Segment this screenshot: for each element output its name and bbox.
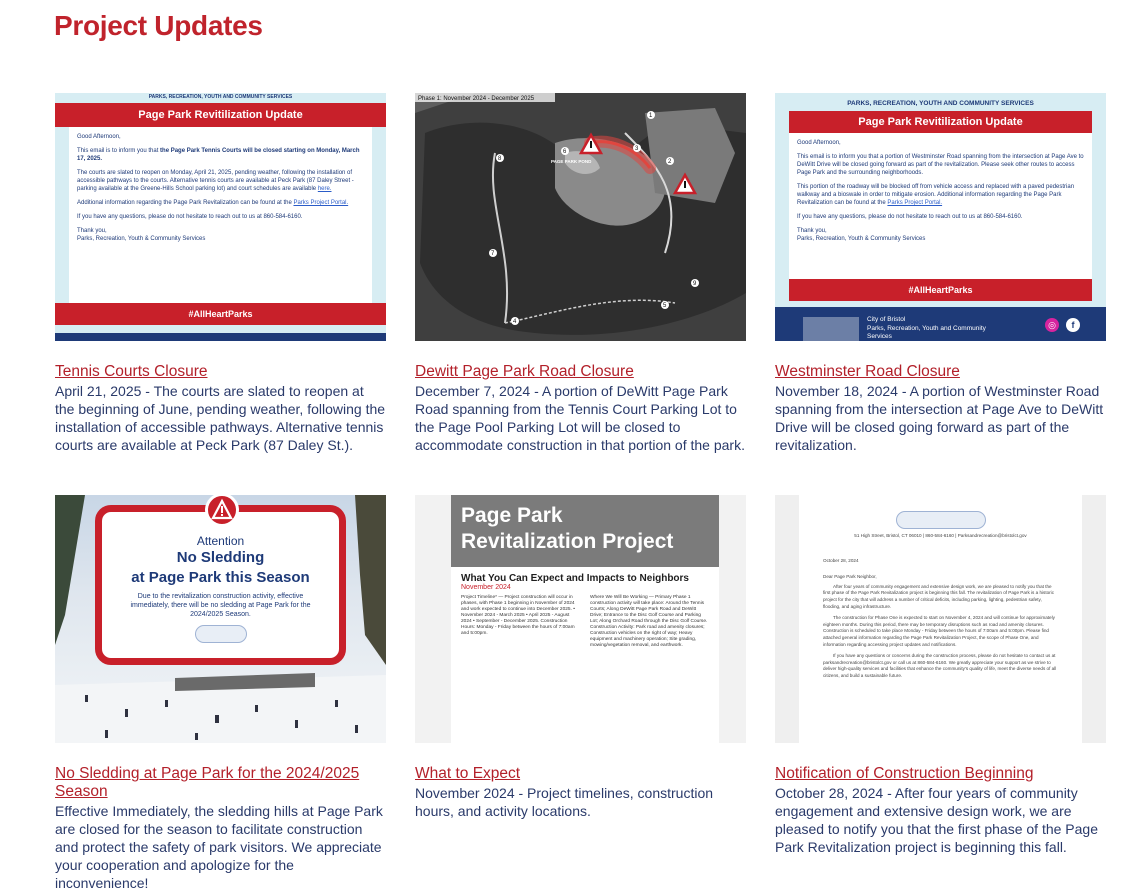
card-description: November 2024 - Project timelines, construction hours, and activity locations. [415,785,714,819]
card-description: October 28, 2024 - After four years of community engagement and extensive design work, we are pleased to notify you that the first phase of the Page Park Revitalization project is beginning this fall. [775,785,1098,855]
email-footer-hashtag: #AllHeartParks [55,303,386,325]
email-paragraph: If you have any questions, please do not hesitate to reach out to us at 860-584-6160. [77,214,303,220]
thumbnail-sledding-sign[interactable] [55,495,386,743]
map-marker: 9 [693,281,697,287]
thumbnail-email-westminster[interactable] [775,93,1106,341]
update-card-no-sledding [55,495,386,892]
card-description: Effective Immediately, the sledding hills at Page Park are closed for the season to facilitate construction and protect the safety of park visitors. We appreciate your cooperation and apologize for the inconvenience! [55,803,383,891]
card-title-link[interactable]: Dewitt Page Park Road Closure [415,363,634,380]
map-marker: 6 [563,149,567,155]
page-title: Project Updates [54,10,263,41]
sign-attention: Attention [196,534,245,548]
footer-logo-image [803,317,859,341]
thumbnail-letter[interactable] [775,495,1106,743]
card-title-link[interactable]: What to Expect [415,765,521,782]
card-description: December 7, 2024 - A portion of DeWitt Page Park Road spanning from the Tennis Court Parking Lot to the Page Pool Parking Lot will be closed to accommodate construction in that portion of the park. [415,383,745,453]
map-phase-label: Phase 1: November 2024 - December 2025 [418,96,535,102]
card-title-link[interactable]: Westminster Road Closure [775,363,960,380]
sign-headline: at Page Park this Season [131,569,310,586]
update-card-dewitt-road [415,93,746,454]
map-marker: 8 [498,156,502,162]
update-card-westminster [775,93,1106,454]
update-card-tennis [55,93,386,454]
card-title-link[interactable]: Tennis Courts Closure [55,363,208,380]
facebook-icon[interactable]: f [1066,318,1080,332]
email-body [789,133,1092,279]
sign-headline: No Sledding [176,549,265,566]
email-footer-bar [55,333,386,341]
thumbnail-flyer[interactable] [415,495,746,743]
map-marker: 7 [491,251,495,257]
letter-salutation: Dear Page Park Neighbor, [823,574,877,580]
letter-address: 51 High Street, Bristol, CT 06010 | 860-584-6160 | Parksandrecreation@bristolct.gov [854,533,1027,538]
flyer-right-column: Where We Will Be Working — Primary Phase 1 construction activity will take place: Around the Tennis Courts; Along DeWitt Page Park Road and DeWitt Drive; Entrance to the Disc Golf Course and Parking Lot; Along Orchard Road through the Disc Golf Course. Construction Activity: Park road and amenity closures; Construction vehicles on the right of way; Heavy equipment and machinery operation; Site grading, mowing/vegetation removal, and earthwork. [590,595,708,648]
flyer-banner-title: Page Park Revitalization Project [461,504,674,553]
thumbnail-map[interactable] [415,93,746,341]
flyer-columns [461,595,709,649]
email-signoff: Thank you, Parks, Recreation, Youth & Community Services [77,228,206,242]
footer-dept-name: Parks, Recreation, Youth and Community Services [867,325,986,340]
letter-date: October 28, 2024 [823,557,859,563]
email-paragraph: The courts are slated to reopen on Monday, April 21, 2025, pending weather, following the installation of accessible pathways to the courts. Alternative tennis courts are available at Peck Park (87 Daley Street - parking available at the Greene-Hills School parking lot) and court schedules are available here. [77,170,354,192]
card-description: April 21, 2025 - The courts are slated to reopen at the beginning of June, pending weather, following the installation of accessible pathways. Alternative tennis courts are available at Peck Park (87 Daley St.). [55,383,386,453]
footer-city-name: City of Bristol [867,316,906,323]
org-band: PARKS, RECREATION, YOUTH AND COMMUNITY SERVICES [55,93,386,103]
bristol-logo [195,625,247,643]
map-marker: 3 [635,146,639,152]
email-header: Page Park Revitilization Update [789,111,1092,133]
email-link[interactable]: Parks Project Portal. [887,200,943,206]
letter-logos [896,511,986,529]
card-description: November 18, 2024 - A portion of Westminster Road spanning from the intersection at Page Ave to DeWitt Drive will be closed going forward as part of the revitalization. [775,383,1104,453]
email-body [69,127,372,303]
letter-page [799,495,1082,743]
thumbnail-email-tennis[interactable] [55,93,386,341]
update-card-what-to-expect [415,495,746,820]
card-title-link[interactable]: Notification of Construction Beginning [775,765,1034,782]
letter-paragraph: The construction for Phase One is expected to start on November 4, 2024 and will continue for approximately eighteen months. During this period, there may be temporary disruptions such as road and amenity closures. Construction is scheduled to take place Monday - Friday between the hours of 7:00am and 5:00pm. Please find attached general information regarding the Page Park Revitalization Project, the scope of Phase One, and information regarding accessing project updates and notifications. [823,615,1055,647]
email-header: Page Park Revitilization Update [55,103,386,127]
org-band: PARKS, RECREATION, YOUTH AND COMMUNITY SERVICES [775,93,1106,111]
map-marker: 2 [668,159,672,165]
map-marker: 5 [663,303,667,309]
flyer-left-column: Project Timeline* — Project construction will occur in phases, with Phase 1 beginning in November of 2024 and work expected to continue into December 2025. • November 2024 - March 2025 • April 2025 - August 2024 • September - December 2025. Construction Hours: Monday - Friday between the hours of 7:00am and 5:00pm. [461,595,575,636]
email-signoff: Thank you, Parks, Recreation, Youth & Community Services [797,228,926,242]
email-paragraph: This portion of the roadway will be blocked off from vehicle access and replaced with a paved pedestrian walkway and a bioswale in order to mitigate erosion. Additional information regarding the Page Park Revitalization can be found at the Parks Project Portal. [797,184,1075,206]
flyer-banner [451,495,719,567]
email-paragraph: Additional information regarding the Page Park Revitalization can be found at the Parks Project Portal. [77,200,349,206]
no-sledding-sign [95,505,346,665]
email-paragraph: This email is to inform you that the Page Park Tennis Courts will be closed starting on Monday, March 17, 2025. [77,148,360,162]
email-greeting: Good Afternoon, [797,140,841,146]
email-footer-hashtag: #AllHeartParks [789,279,1092,301]
map-marker: 1 [649,113,653,119]
park-map [415,93,746,341]
flyer-date: November 2024 [461,584,511,591]
flyer-page [451,567,719,743]
email-greeting: Good Afternoon, [77,134,121,140]
email-link[interactable]: here. [317,186,332,192]
update-card-construction-notice [775,495,1106,856]
email-link[interactable]: Parks Project Portal. [293,200,349,206]
email-paragraph: If you have any questions, please do not hesitate to reach out to us at 860-584-6160. [797,214,1023,220]
map-pond-label: PAGE PARK POND [551,159,592,164]
warning-icon [205,495,239,527]
card-title-link[interactable]: No Sledding at Page Park for the 2024/2025 Season [55,765,360,800]
instagram-icon[interactable]: ◎ [1045,318,1059,332]
letter-paragraph: After four years of community engagement and extensive design work, we are pleased to notify you that the first phase of the Page Park Revitalization project is beginning this fall. The revitalization of Page Park is a historic project for the city that will address a number of critical deficits, including parking, lighting, pedestrian safety, flooding, and aging infrastructure. [823,583,1054,609]
map-marker: 4 [513,319,517,325]
email-paragraph: This email is to inform you that a portion of Westminster Road spanning from the intersection at Page Ave to DeWitt Drive will be closed going forward as part of the revitalization. Please seek other routes to access Page Park and the surrounding neighborhoods. [797,154,1084,176]
flyer-heading: What You Can Expect and Impacts to Neighbors [461,573,689,584]
email-footer-bar [775,307,1106,341]
sign-body: Due to the revitalization construction activity, effective immediately, there will be no sledding at Page Park for the 2024/2025 Season. [130,593,311,618]
letter-paragraph: If you have any questions or concerns during the construction process, please do not hesitate to contact us at parksandrecreation@bristolct.gov or call us at 860-584-6160. We greatly appreciate your support as we strive to deliver high-quality services and facilities that enhance the community's quality of life, meet the diverse needs of all citizens, and build a sustainable future. [823,653,1057,678]
